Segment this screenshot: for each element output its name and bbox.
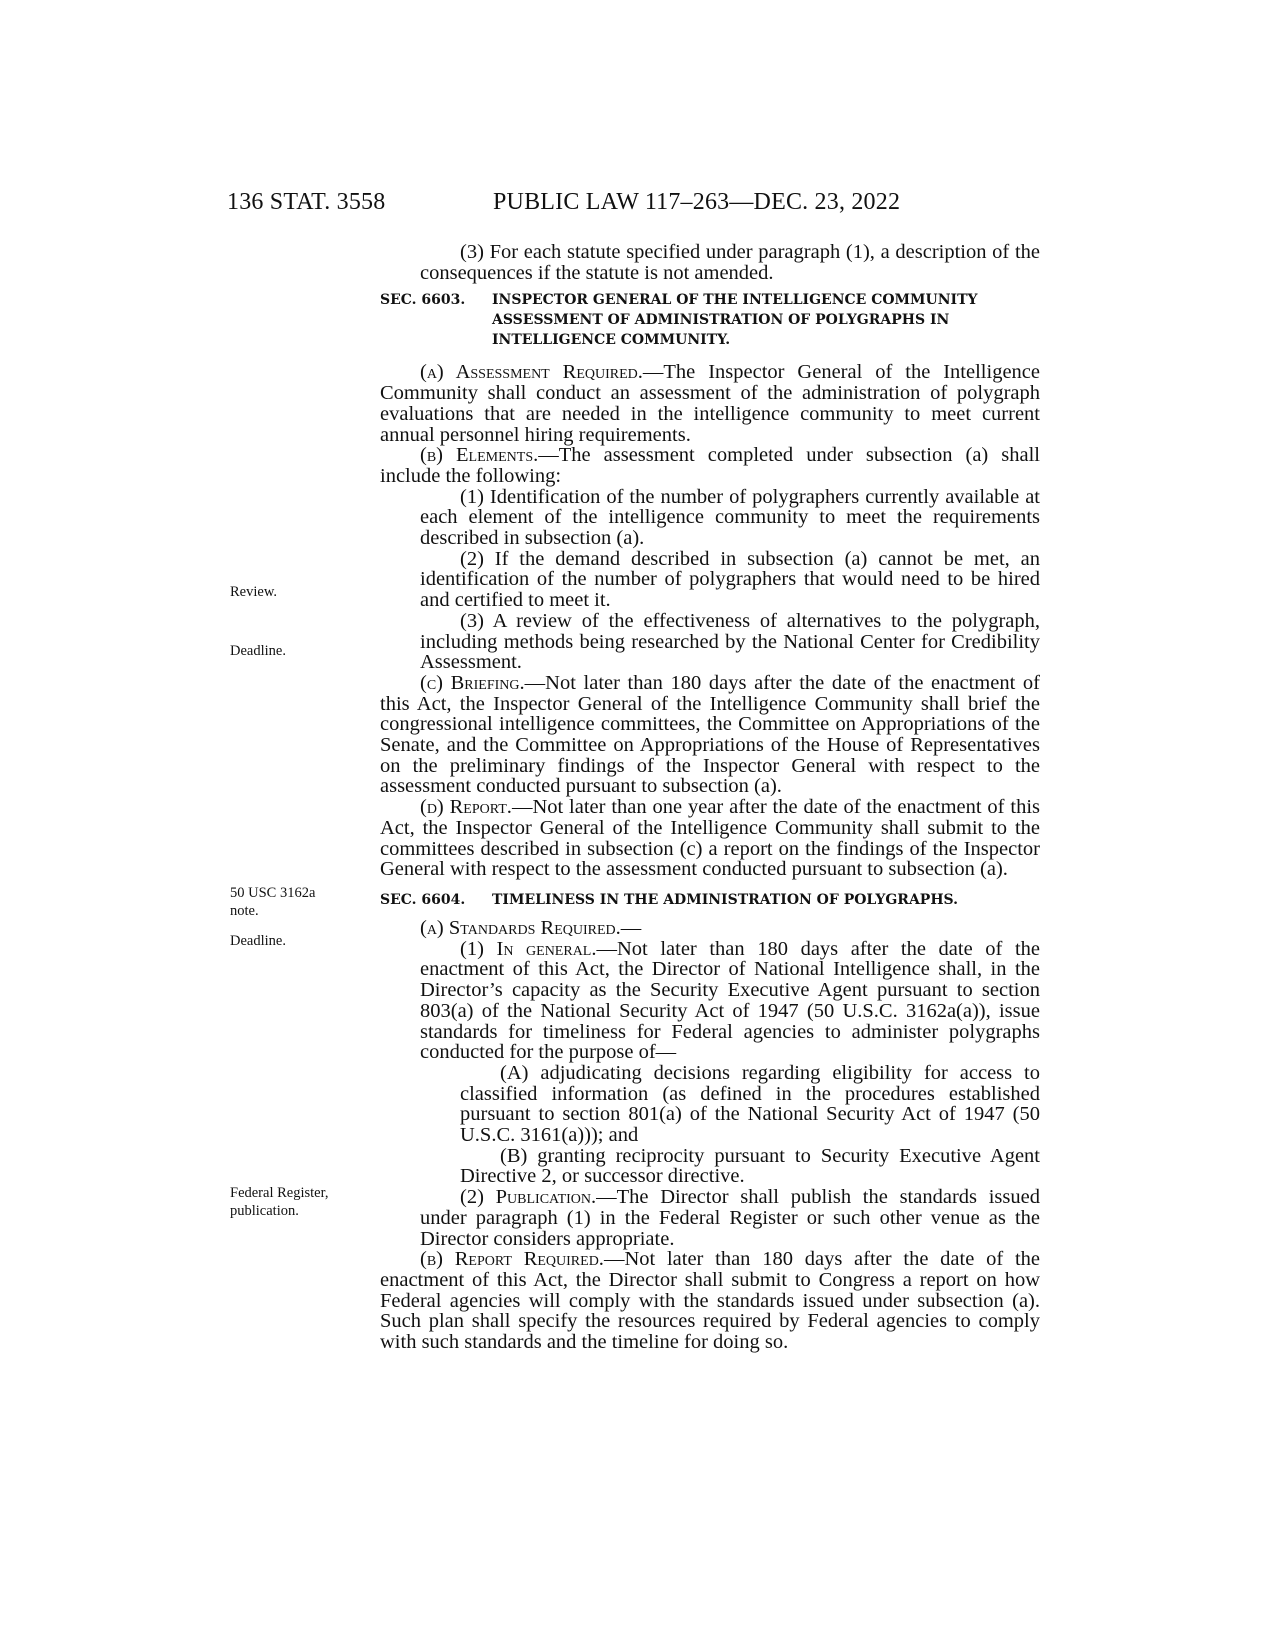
subsection-text: —The assessment completed under subsection (a) shall include the following: xyxy=(380,444,1040,487)
subsection-heading: (a) Assessment Required. xyxy=(420,361,643,384)
subsection-text: —Not later than 180 days after the date of the enactment of this Act, the Inspector General of the Intelligence Community shall brief the congressional intelligence committees, the Committee on Appropriations of the Senate, and the Committee on Appropriations of the House of Representatives on the preliminary findings of the Inspector General with respect to the assessment conducted pursuant to subsection (a). xyxy=(380,671,1040,798)
paragraph-a1 xyxy=(380,939,1040,1063)
section-6604-heading xyxy=(380,890,1040,910)
subsection-heading: (d) Report. xyxy=(420,796,512,819)
paragraph-b2: (2) If the demand described in subsection (a) cannot be met, an identification of the number of polygraphers that would need to be hired and certified to meet it. xyxy=(420,547,1040,612)
subsection-heading: (a) Standards Required. xyxy=(420,916,621,939)
running-head: PUBLIC LAW 117–263—DEC. 23, 2022 xyxy=(493,189,901,215)
subparagraph-A: (A) adjudicating decisions regarding eligibility for access to classified information (as defined in the procedures established pursuant to section 801(a) of the National Security Act of 1947 (50 U.S.C. 3161(a))); and xyxy=(460,1061,1040,1147)
margin-note-fedreg-line1: Federal Register, xyxy=(230,1185,329,1201)
subsection-text: —The Inspector General of the Intelligence Community shall conduct an assessment of the administration of polygraph evaluations that are needed in the intelligence community to meet current annual personnel hiring requirements. xyxy=(380,361,1040,446)
statute-body xyxy=(380,242,1040,1353)
subsection-d xyxy=(380,797,1040,880)
paragraph-text: —The Director shall publish the standards issued under paragraph (1) in the Federal Register or such other venue as the Director considers appropriate. xyxy=(420,1186,1040,1250)
subsection-text: —Not later than 180 days after the date of the enactment of this Act, the Director shall submit to Congress a report on how Federal agencies will comply with the standards issued under subsection (a). Such plan shall specify the resources required by Federal agencies to comply with such standards and the timeline for doing so. xyxy=(380,1248,1040,1354)
paragraph-b1: (1) Identification of the number of polygraphers currently available at each element of the intelligence community to meet the requirements described in subsection (a). xyxy=(420,485,1040,550)
subsection-heading: (c) Briefing. xyxy=(420,671,525,694)
section-number: SEC. 6604. xyxy=(380,891,466,908)
section-title-line: ASSESSMENT OF ADMINISTRATION OF POLYGRAPHS IN xyxy=(492,312,950,329)
section-title-line: TIMELINESS IN THE ADMINISTRATION OF POLYGRAPHS. xyxy=(492,891,959,908)
subsection-text: —Not later than one year after the date of the enactment of this Act, the Inspector General of the Intelligence Community shall submit to the committees described in subsection (c) a report on the findings of the Inspector General with respect to the assessment conducted pursuant to subsection (a). xyxy=(380,796,1040,881)
subsection-dash: — xyxy=(620,916,642,939)
subsection-a xyxy=(380,362,1040,445)
margin-note-review: Review. xyxy=(230,584,277,600)
section-title-line: INTELLIGENCE COMMUNITY. xyxy=(492,332,731,349)
page-citation: 136 STAT. 3558 xyxy=(227,189,386,215)
subsection-heading: (b) Elements. xyxy=(420,444,539,467)
subparagraph-B: (B) granting reciprocity pursuant to Security Executive Agent Directive 2, or successor directive. xyxy=(460,1144,1040,1188)
margin-note-federal-register xyxy=(230,1184,370,1220)
margin-note-usc-line2: note. xyxy=(230,903,259,919)
subsection-b-report xyxy=(380,1249,1040,1353)
subsection-c xyxy=(380,673,1040,797)
margin-note-deadline: Deadline. xyxy=(230,643,286,659)
paragraph-a2 xyxy=(380,1187,1040,1249)
paragraph-b3: (3) A review of the effectiveness of alternatives to the polygraph, including methods being researched by the National Center for Credibility Assessment. xyxy=(420,609,1040,674)
paragraph-3: (3) For each statute specified under paragraph (1), a description of the consequences if the statute is not amended. xyxy=(420,241,1040,284)
section-number: SEC. 6603. xyxy=(380,292,466,309)
paragraph-text: —Not later than 180 days after the date of the enactment of this Act, the Director of National Intelligence shall, in the Director’s capacity as the Security Executive Agent pursuant to section 803(a) of the National Security Act of 1947 (50 U.S.C. 3162a(a)), issue standards for timeliness for Federal agencies to administer polygraphs conducted for the purpose of— xyxy=(420,937,1040,1064)
subsection-heading: (b) Report Required. xyxy=(420,1248,604,1271)
margin-note-usc xyxy=(230,884,370,920)
subsection-a-standards xyxy=(380,918,1040,939)
margin-note-usc-line1: 50 USC 3162a xyxy=(230,885,316,901)
section-6603-heading xyxy=(380,290,1040,350)
paragraph-heading: (1) In general. xyxy=(460,937,597,960)
paragraph-heading: (2) Publication. xyxy=(460,1186,597,1209)
margin-note-deadline: Deadline. xyxy=(230,933,286,949)
margin-note-fedreg-line2: publication. xyxy=(230,1203,299,1219)
section-title-line: INSPECTOR GENERAL OF THE INTELLIGENCE COMMUNITY xyxy=(492,292,978,309)
subsection-b xyxy=(380,445,1040,486)
